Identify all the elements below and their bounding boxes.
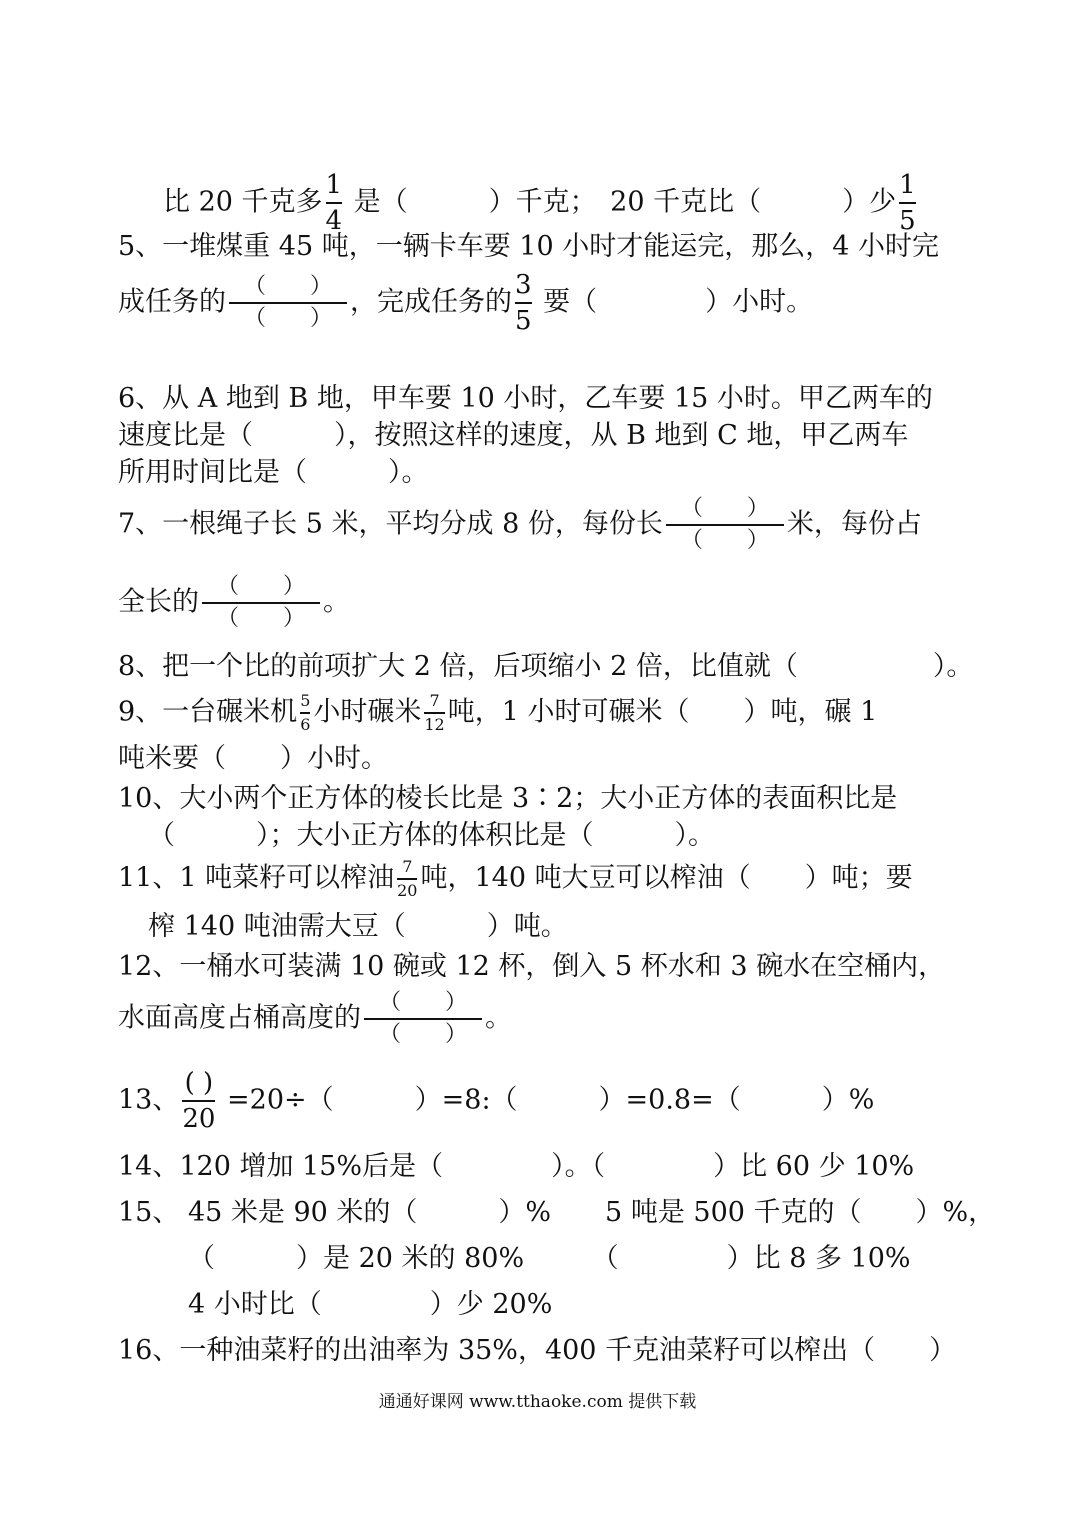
q12-line2 <box>118 990 512 1048</box>
fraction-1-4: $\frac{1}{4}$ <box>325 170 343 236</box>
q7-text-1: 7、一根绳子长 5 米，平均分成 8 份，每份长 <box>118 508 663 540</box>
q5-text-1: 成任务的 <box>118 286 226 318</box>
q9-text-2: 小时碾米 <box>313 696 422 728</box>
q13-line <box>118 1068 874 1134</box>
q9-text-1: 9、一台碾米机 <box>118 696 298 728</box>
fraction-blank-20: $\frac{( )}{20}$ <box>182 1068 216 1134</box>
fraction-1-5: $\frac{1}{5}$ <box>899 170 916 236</box>
q10-line1: 10、大小两个正方体的棱长比是 3∶2；大小正方体的表面积比是 <box>118 783 898 814</box>
q11-line2: 榨 140 吨油需大豆（ ）吨。 <box>148 911 568 942</box>
q5-text-2: ，完成任务的 <box>350 286 512 318</box>
q7-line1 <box>118 496 922 554</box>
q10-line2: （ ）；大小正方体的体积比是（ ）。 <box>148 820 715 851</box>
q4-text-2: 是（ ）千克； 20 千克比（ ）少 <box>345 186 897 218</box>
q12-text-2: 。 <box>485 1002 512 1034</box>
q7-text-4: 。 <box>323 586 350 618</box>
q5-fraction-blank: $\frac{( )}{( )}$ <box>229 274 347 332</box>
q9-line1 <box>118 692 877 734</box>
q4-text-1: 比 20 千克多 <box>163 186 323 218</box>
q7-line2 <box>118 574 350 632</box>
q15-line2: （ ）是 20 米的 80% （ ）比 8 多 10% <box>188 1243 911 1274</box>
fraction-7-20: $\frac{7}{20}$ <box>397 857 418 900</box>
q15-line1: 15、 45 米是 90 米的（ ）% 5 吨是 500 千克的（ ）%， <box>118 1197 996 1228</box>
q13-text-2: =20÷（ ）=8:（ ）=0.8=（ ）% <box>218 1084 875 1116</box>
q9-line2: 吨米要（ ）小时。 <box>118 743 388 774</box>
q15-line3: 4 小时比（ ）少 20% <box>188 1289 553 1320</box>
q7-text-2: 米，每份占 <box>786 508 922 540</box>
q12-text-1: 水面高度占桶高度的 <box>118 1002 361 1034</box>
q5-line2 <box>118 270 813 336</box>
footer-watermark: 通通好课网 www.tthaoke.com 提供下载 <box>378 1392 697 1412</box>
q11-text-1: 11、1 吨菜籽可以榨油 <box>118 862 395 894</box>
q8-line: 8、把一个比的前项扩大 2 倍，后项缩小 2 倍，比值就（ ）。 <box>118 651 974 682</box>
q6-line1: 6、从 A 地到 B 地，甲车要 10 小时，乙车要 15 小时。甲乙两车的 <box>118 383 933 414</box>
q4-line <box>163 170 919 236</box>
q5-line1: 5、一堆煤重 45 吨，一辆卡车要 10 小时才能运完，那么，4 小时完 <box>118 231 939 262</box>
fraction-7-12: $\frac{7}{12}$ <box>424 691 445 734</box>
q7-fraction-blank-1: $\frac{( )}{( )}$ <box>666 496 784 554</box>
fraction-5-6: $\frac{5}{6}$ <box>300 691 311 734</box>
q11-line1 <box>118 858 913 900</box>
q11-text-2: 吨，140 吨大豆可以榨油（ ）吨；要 <box>420 862 913 894</box>
q6-line2: 速度比是（ ），按照这样的速度，从 B 地到 C 地，甲乙两车 <box>118 420 909 451</box>
fraction-3-5: $\frac{3}{5}$ <box>515 270 532 336</box>
q7-fraction-blank-2: $\frac{( )}{( )}$ <box>202 574 320 632</box>
q12-fraction-blank: $\frac{( )}{( )}$ <box>364 990 482 1048</box>
q12-line1: 12、一桶水可装满 10 碗或 12 杯，倒入 5 杯水和 3 碗水在空桶内， <box>118 951 946 982</box>
q14-line: 14、120 增加 15%后是（ ）。（ ）比 60 少 10% <box>118 1151 915 1182</box>
q7-text-3: 全长的 <box>118 586 199 618</box>
q16-line: 16、一种油菜籽的出油率为 35%，400 千克油菜籽可以榨出（ ） <box>118 1335 957 1366</box>
q9-text-3: 吨，1 小时可碾米（ ）吨，碾 1 <box>447 696 878 728</box>
q13-text-1: 13、 <box>118 1084 180 1116</box>
q6-line3: 所用时间比是（ ）。 <box>118 457 429 488</box>
q5-text-3: 要（ ）小时。 <box>534 286 814 318</box>
